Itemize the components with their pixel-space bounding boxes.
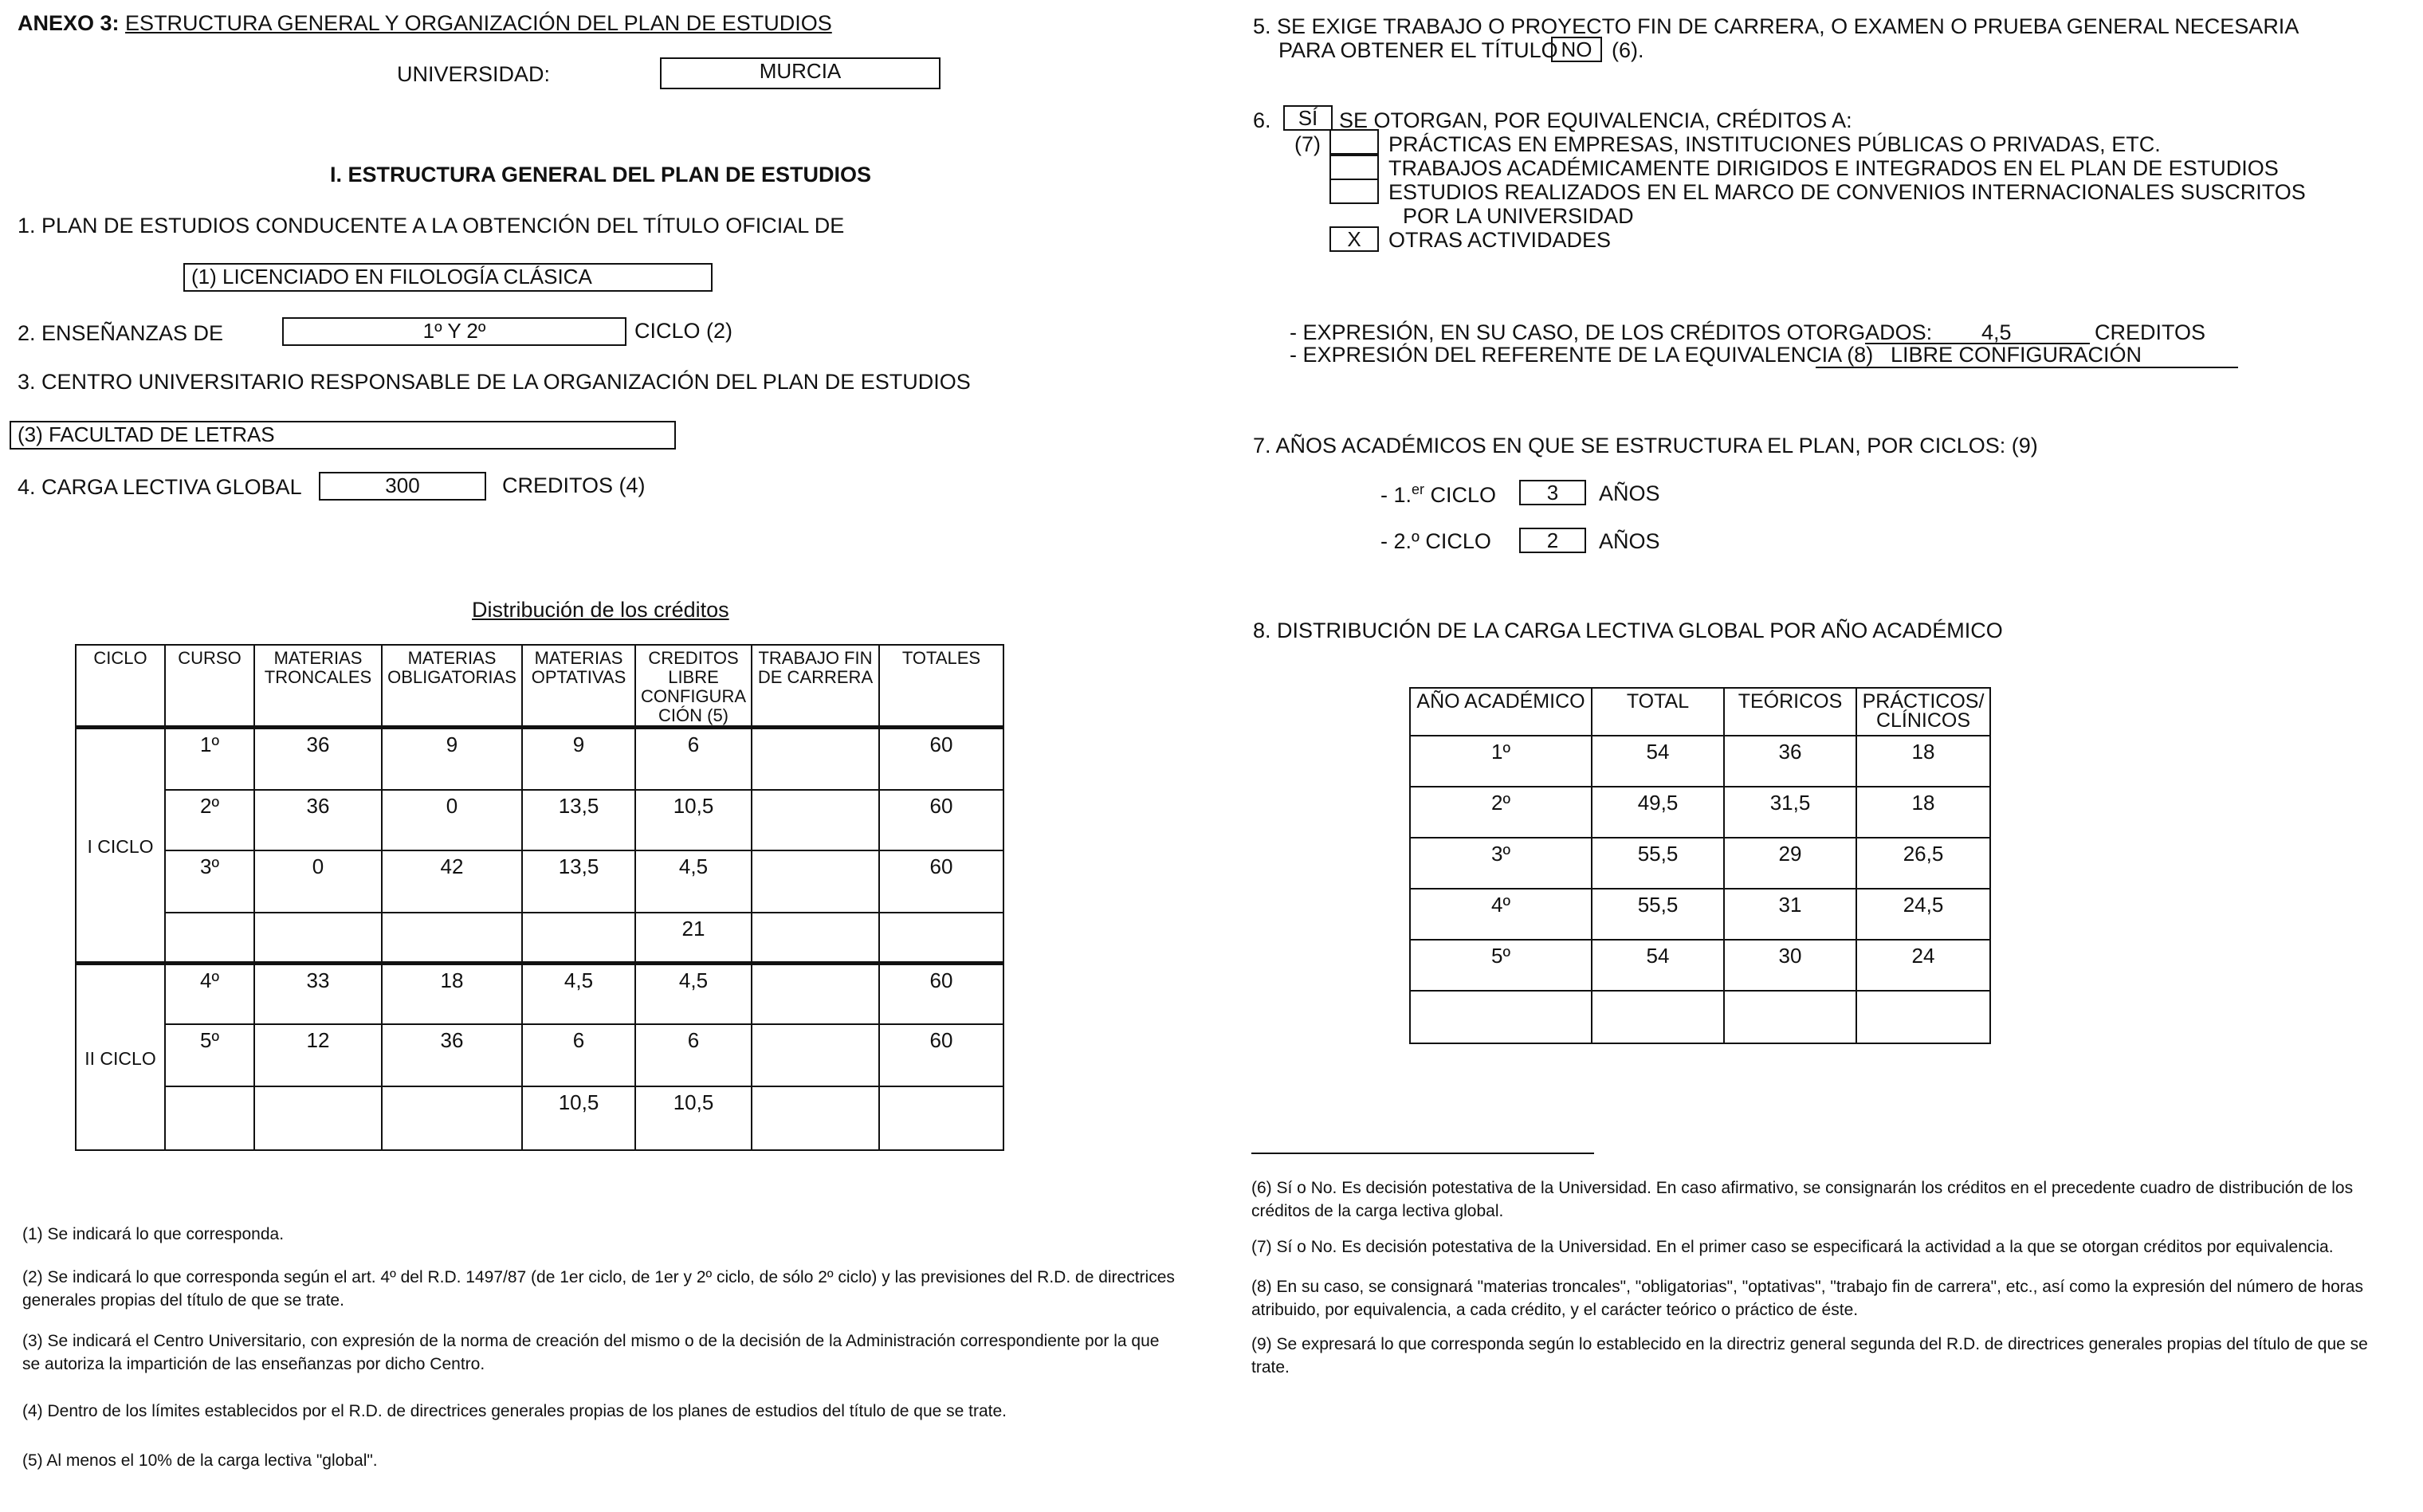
table-cell: 4º bbox=[165, 964, 254, 1024]
cycles-field: 1º Y 2º bbox=[282, 317, 626, 346]
option-label-agreements: ESTUDIOS REALIZADOS EN EL MARCO DE CONVENIOS INTERNACIONALES SUSCRITOS bbox=[1388, 180, 2306, 204]
cycle-1-sup: er bbox=[1412, 481, 1425, 497]
header-cell: CICLO bbox=[76, 645, 165, 728]
footnote-9: (9) Se expresará lo que corresponda según lo establecido en la directriz general segunda del R.D. de directrices generales propias del título de que se trate. bbox=[1251, 1335, 2368, 1377]
table-row bbox=[76, 1024, 1003, 1086]
load-table bbox=[1409, 687, 1991, 1044]
item-6-note: (7) bbox=[1294, 132, 1321, 156]
item-6-text: SE OTORGAN, POR EQUIVALENCIA, CRÉDITOS A: bbox=[1339, 108, 1852, 132]
expression-reference-value: LIBRE CONFIGURACIÓN bbox=[1891, 343, 2142, 367]
equivalence-field: SÍ bbox=[1283, 105, 1333, 131]
table-cell: 3º bbox=[165, 850, 254, 913]
table-row bbox=[1410, 736, 1990, 787]
table-cell: 30 bbox=[1724, 940, 1856, 991]
item-4-label: 4. CARGA LECTIVA GLOBAL bbox=[18, 475, 302, 499]
table-row bbox=[1410, 889, 1990, 940]
table-row bbox=[76, 790, 1003, 850]
table-cell bbox=[752, 728, 879, 790]
table-cell bbox=[752, 964, 879, 1024]
header-cell: MATERIAS OBLIGATORIAS bbox=[382, 645, 522, 728]
table-cell: 10,5 bbox=[635, 790, 752, 850]
item-6-number: 6. bbox=[1253, 108, 1271, 132]
table-cell bbox=[752, 790, 879, 850]
header-cell: TRABAJO FIN DE CARRERA bbox=[752, 645, 879, 728]
table-cell bbox=[752, 1024, 879, 1086]
option-label-agreements-cont: POR LA UNIVERSIDAD bbox=[1403, 204, 1634, 228]
credits-table bbox=[75, 644, 1004, 1151]
table-cell bbox=[254, 913, 382, 964]
header-cell: TEÓRICOS bbox=[1724, 688, 1856, 736]
cycle-2-label: - 2.º CICLO bbox=[1380, 529, 1491, 553]
header-cell: TOTALES bbox=[879, 645, 1003, 728]
table-cell: 6 bbox=[522, 1024, 635, 1086]
option-label-practices: PRÁCTICAS EN EMPRESAS, INSTITUCIONES PÚBLICAS O PRIVADAS, ETC. bbox=[1388, 132, 2161, 156]
table-row bbox=[1410, 940, 1990, 991]
table-cell: 60 bbox=[879, 964, 1003, 1024]
table-cell: 31 bbox=[1724, 889, 1856, 940]
expression-reference-line bbox=[1816, 341, 2238, 368]
header-cell: MATERIAS TRONCALES bbox=[254, 645, 382, 728]
cycle-1-word: CICLO bbox=[1430, 483, 1497, 507]
table-cell bbox=[1592, 991, 1724, 1043]
table-cell: 21 bbox=[635, 913, 752, 964]
degree-title-field: (1) LICENCIADO EN FILOLOGÍA CLÁSICA bbox=[183, 263, 713, 292]
table-cell: 4,5 bbox=[635, 964, 752, 1024]
table-cell bbox=[522, 913, 635, 964]
header-cell: PRÁCTICOS/ CLÍNICOS bbox=[1856, 688, 1990, 736]
table-cell: 4,5 bbox=[635, 850, 752, 913]
total-load-field: 300 bbox=[319, 472, 486, 501]
table-cell bbox=[752, 913, 879, 964]
footnote-3: (3) Se indicará el Centro Universitario, con expresión de la norma de creación del mismo o de la decisión de la Administración correspondiente por la que se autoriza la impartición de las enseñanzas por dicho Centro. bbox=[22, 1332, 1160, 1373]
annex-heading bbox=[18, 11, 832, 36]
expression-reference-label: - EXPRESIÓN DEL REFERENTE DE LA EQUIVALENCIA (8) bbox=[1290, 343, 1874, 367]
table-cell: 36 bbox=[1724, 736, 1856, 787]
table-cell: 5º bbox=[165, 1024, 254, 1086]
table-row bbox=[76, 850, 1003, 913]
table-cell: 31,5 bbox=[1724, 787, 1856, 838]
item-8-label: 8. DISTRIBUCIÓN DE LA CARGA LECTIVA GLOBAL POR AÑO ACADÉMICO bbox=[1253, 619, 2003, 642]
option-box-academic-work bbox=[1329, 155, 1379, 180]
table-cell: 9 bbox=[382, 728, 522, 790]
table-cell bbox=[165, 913, 254, 964]
table-cell: 1º bbox=[165, 728, 254, 790]
table-cell: 3º bbox=[1410, 838, 1592, 889]
table-cell: 13,5 bbox=[522, 790, 635, 850]
section-title: I. ESTRUCTURA GENERAL DEL PLAN DE ESTUDIOS bbox=[330, 163, 872, 187]
table-cell: 54 bbox=[1592, 940, 1724, 991]
table-row bbox=[76, 964, 1003, 1024]
table-cell: 60 bbox=[879, 1024, 1003, 1086]
table-cell: 60 bbox=[879, 728, 1003, 790]
table-cell bbox=[254, 1086, 382, 1150]
university-label: UNIVERSIDAD: bbox=[397, 62, 551, 86]
item-5-suffix: (6). bbox=[1612, 38, 1644, 62]
table-cell bbox=[752, 850, 879, 913]
table-cell: 4,5 bbox=[522, 964, 635, 1024]
item-7-label: 7. AÑOS ACADÉMICOS EN QUE SE ESTRUCTURA EL PLAN, POR CICLOS: (9) bbox=[1253, 434, 2038, 458]
table-cell: 6 bbox=[635, 1024, 752, 1086]
table-cell: 2º bbox=[1410, 787, 1592, 838]
table-cell: 0 bbox=[382, 790, 522, 850]
table-cell: 10,5 bbox=[635, 1086, 752, 1150]
table-row bbox=[76, 728, 1003, 790]
table-cell: 36 bbox=[254, 790, 382, 850]
item-1-label: 1. PLAN DE ESTUDIOS CONDUCENTE A LA OBTENCIÓN DEL TÍTULO OFICIAL DE bbox=[18, 214, 845, 238]
table-row bbox=[1410, 838, 1990, 889]
header-cell: AÑO ACADÉMICO bbox=[1410, 688, 1592, 736]
table-cell: 6 bbox=[635, 728, 752, 790]
table-cell bbox=[382, 1086, 522, 1150]
table-cell: 60 bbox=[879, 850, 1003, 913]
item-5-line-2: PARA OBTENER EL TÍTULO bbox=[1278, 38, 1558, 62]
header-cell: TOTAL bbox=[1592, 688, 1724, 736]
table-cell: 55,5 bbox=[1592, 838, 1724, 889]
footnote-4: (4) Dentro de los límites establecidos por el R.D. de directrices generales propias de los planes de estudios del título de que se trate. bbox=[22, 1402, 1007, 1420]
cycle-1-label bbox=[1380, 481, 1496, 508]
footnote-7: (7) Sí o No. Es decisión potestativa de la Universidad. En el primer caso se especificará la actividad a la que se otorgan créditos por equivalencia. bbox=[1251, 1238, 2334, 1256]
cycle-1-cell: I CICLO bbox=[76, 728, 165, 964]
cycle-1-years-field: 3 bbox=[1519, 480, 1586, 505]
option-label-other: OTRAS ACTIVIDADES bbox=[1388, 228, 1612, 252]
footnote-1: (1) Se indicará lo que corresponda. bbox=[22, 1225, 285, 1243]
table-cell: 9 bbox=[522, 728, 635, 790]
table-row bbox=[76, 913, 1003, 964]
table-cell bbox=[165, 1086, 254, 1150]
table-cell bbox=[1856, 991, 1990, 1043]
footnote-5: (5) Al menos el 10% de la carga lectiva "global". bbox=[22, 1451, 378, 1470]
table-cell: 33 bbox=[254, 964, 382, 1024]
table-cell: 26,5 bbox=[1856, 838, 1990, 889]
option-box-practices bbox=[1329, 129, 1379, 155]
final-project-field: NO bbox=[1551, 37, 1602, 62]
table-cell bbox=[382, 913, 522, 964]
table-cell: 55,5 bbox=[1592, 889, 1724, 940]
footnote-6: (6) Sí o No. Es decisión potestativa de la Universidad. En caso afirmativo, se consignarán los créditos en el precedente cuadro de distribución de los créditos de la carga lectiva global. bbox=[1251, 1179, 2354, 1220]
table-cell: 18 bbox=[1856, 736, 1990, 787]
item-4-suffix: CREDITOS (4) bbox=[502, 473, 646, 497]
cycle-1-prefix: - 1. bbox=[1380, 483, 1412, 507]
table-cell bbox=[1724, 991, 1856, 1043]
table-cell: 24,5 bbox=[1856, 889, 1990, 940]
footnote-2: (2) Se indicará lo que corresponda según el art. 4º del R.D. 1497/87 (de 1er ciclo, de 1er y 2º ciclo, de sólo 2º ciclo) y las previsiones del R.D. de directrices generales propias del título de que se trate. bbox=[22, 1268, 1175, 1310]
header-cell: CREDITOS LIBRE CONFIGURA CIÓN (5) bbox=[635, 645, 752, 728]
table-cell: 1º bbox=[1410, 736, 1592, 787]
table-cell: 29 bbox=[1724, 838, 1856, 889]
table-row bbox=[76, 1086, 1003, 1150]
table-cell: 5º bbox=[1410, 940, 1592, 991]
table-cell bbox=[1410, 991, 1592, 1043]
item-3-label: 3. CENTRO UNIVERSITARIO RESPONSABLE DE LA ORGANIZACIÓN DEL PLAN DE ESTUDIOS bbox=[18, 370, 971, 394]
table-row bbox=[1410, 787, 1990, 838]
table-cell: 18 bbox=[382, 964, 522, 1024]
load-header-row bbox=[1410, 688, 1990, 736]
item-2-suffix: CICLO (2) bbox=[634, 319, 733, 343]
expression-credits-label: - EXPRESIÓN, EN SU CASO, DE LOS CRÉDITOS OTORGADOS: bbox=[1290, 320, 1933, 344]
credits-header-row bbox=[76, 645, 1003, 728]
annex-title: ESTRUCTURA GENERAL Y ORGANIZACIÓN DEL PLAN DE ESTUDIOS bbox=[125, 11, 832, 35]
cycle-2-cell: II CICLO bbox=[76, 964, 165, 1150]
table-cell: 54 bbox=[1592, 736, 1724, 787]
table-cell: 4º bbox=[1410, 889, 1592, 940]
cycle-2-years-label: AÑOS bbox=[1599, 529, 1660, 553]
cycle-2-years-field: 2 bbox=[1519, 528, 1586, 553]
table-cell: 0 bbox=[254, 850, 382, 913]
expression-credits-line bbox=[1865, 317, 2090, 344]
table-cell: 36 bbox=[254, 728, 382, 790]
table-cell: 36 bbox=[382, 1024, 522, 1086]
item-2-label: 2. ENSEÑANZAS DE bbox=[18, 321, 224, 345]
footnote-8: (8) En su caso, se consignará "materias troncales", "obligatorias", "optativas", "trabajo fin de carrera", etc., así como la expresión del número de horas atribuido, por equivalencia, a cada crédito, y el carácter teórico o práctico de éste. bbox=[1251, 1278, 2363, 1319]
option-label-academic-work: TRABAJOS ACADÉMICAMENTE DIRIGIDOS E INTEGRADOS EN EL PLAN DE ESTUDIOS bbox=[1388, 156, 2279, 180]
annex-label: ANEXO 3: bbox=[18, 11, 120, 35]
header-cell: CURSO bbox=[165, 645, 254, 728]
table-cell bbox=[752, 1086, 879, 1150]
table-row bbox=[1410, 991, 1990, 1043]
table-cell: 10,5 bbox=[522, 1086, 635, 1150]
table-cell: 60 bbox=[879, 790, 1003, 850]
credits-table-caption: Distribución de los créditos bbox=[472, 598, 729, 622]
table-cell: 18 bbox=[1856, 787, 1990, 838]
table-cell: 42 bbox=[382, 850, 522, 913]
item-5-line-1: 5. SE EXIGE TRABAJO O PROYECTO FIN DE CARRERA, O EXAMEN O PRUEBA GENERAL NECESARIA bbox=[1253, 14, 2299, 38]
university-field: MURCIA bbox=[660, 57, 941, 89]
table-cell: 49,5 bbox=[1592, 787, 1724, 838]
expression-credits-suffix: CREDITOS bbox=[2095, 320, 2206, 344]
option-box-other: X bbox=[1329, 226, 1379, 252]
cycle-1-years-label: AÑOS bbox=[1599, 481, 1660, 505]
table-cell: 13,5 bbox=[522, 850, 635, 913]
header-cell: MATERIAS OPTATIVAS bbox=[522, 645, 635, 728]
table-cell: 24 bbox=[1856, 940, 1990, 991]
faculty-field: (3) FACULTAD DE LETRAS bbox=[10, 421, 676, 450]
table-cell bbox=[879, 1086, 1003, 1150]
option-box-agreements bbox=[1329, 179, 1379, 204]
table-cell: 2º bbox=[165, 790, 254, 850]
table-cell bbox=[879, 913, 1003, 964]
footnote-separator bbox=[1251, 1153, 1594, 1154]
expression-credits-value: 4,5 bbox=[1981, 320, 2012, 344]
table-cell: 12 bbox=[254, 1024, 382, 1086]
